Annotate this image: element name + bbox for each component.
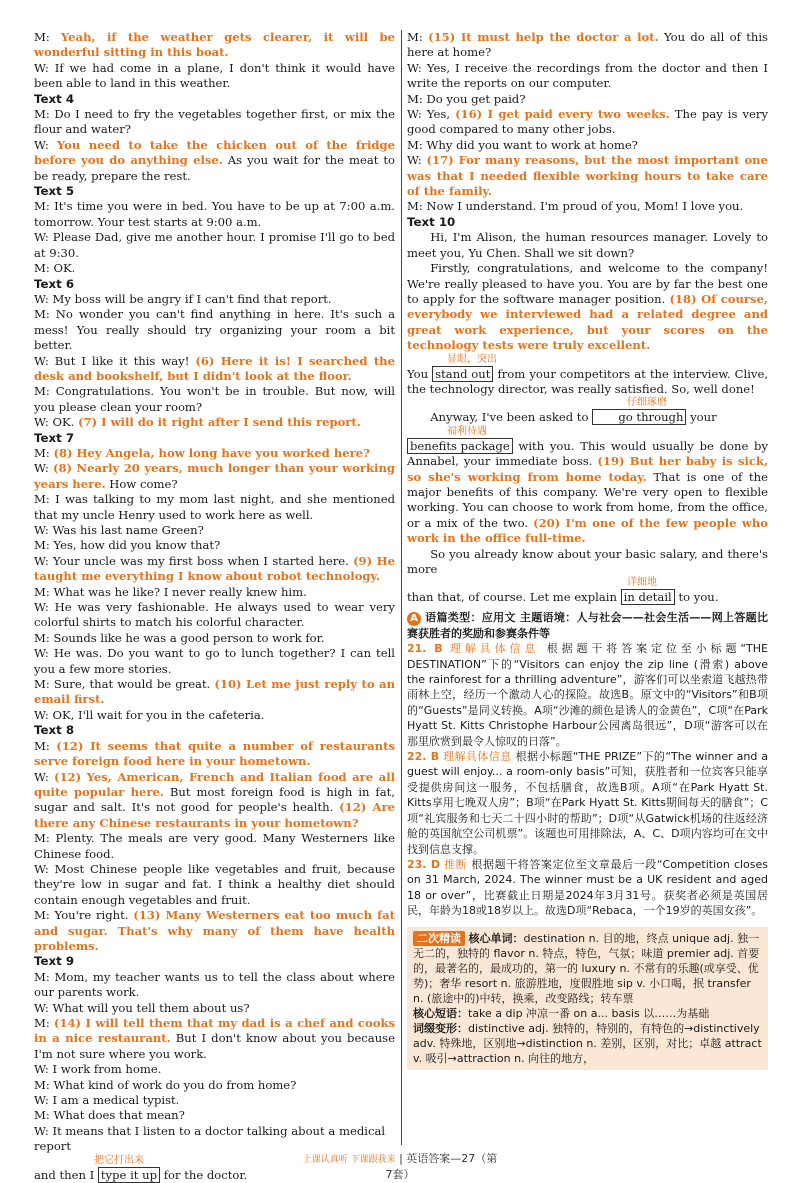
answer-text: (12) Are there any Chinese restaurants in your hometown? [34, 800, 395, 830]
dialog-text: But I don't know about you because I'm not sure where you work. [34, 1031, 395, 1061]
question-type-tag: 推断 [440, 857, 472, 871]
explanation-text: 根据小标题“THE PRIZE”下的“The winner and a guest will enjoy... a room-only basis”可知，获胜者和一位宾客只能享受提供房间这一服务，不包括膳食，故选B项。A项“在Park Hyatt St. Kitts享用七晚双人房”；B项“在Park Hyatt St. Kitts期间每天的膳食”；C项“礼宾服务和七天二十四小时的帮助”；D项“从Gatwick机场的往返经济舱的英国航空公司机票”。该题也可用排除法，A、C、D项内容均可在文中找到信息支撑。 [407, 750, 768, 856]
paragraph: So you already know about your basic salary, and there's more [407, 546, 768, 576]
dialog-text: W: But I like it this way! [34, 353, 196, 368]
dialog-text: and then I [34, 1167, 98, 1182]
text7-heading: Text 7 [34, 430, 75, 445]
dialog-line: W: I am a medical typist. [34, 1093, 180, 1108]
dialog-line: W: It means that I listen to a doctor talking about a medical report [34, 1123, 386, 1154]
paragraph-text: You [407, 366, 433, 381]
dialog-line: M: What was he like? I never really knew him. [34, 584, 307, 599]
dialog-text: W: Your uncle was my first boss when I started here. [34, 553, 354, 568]
text5-heading: Text 5 [34, 184, 75, 199]
dialog-line: M: Do you get paid? [407, 91, 526, 106]
answer-text: (12) It seems that quite a number of restaurants serve foreign food here in your hometown. [34, 738, 395, 769]
column-divider [401, 30, 402, 1145]
answer-text: (20) I'm one of the few people who work in the office full-time. [407, 515, 769, 546]
question-number: 21. B [407, 642, 443, 656]
answer-text: (13) Many Westerners eat too much fat and sugar. That's why many of them have health problems. [34, 908, 395, 953]
speaker: M: [34, 445, 54, 460]
page-footer: 上课认真听 下课跟我来 | 英语答案—27（第7套） [302, 1152, 498, 1181]
annotation-note: 显眼，突出 [447, 353, 497, 365]
annotation-note: 仔细琢磨 [627, 397, 667, 409]
explanation-text: 根据题干将答案定位至小标题“THE DESTINATION”下的“Visitors can enjoy the zip line (滑索) above the rainforest for a thrilling adventure”，游客们可以坐索道飞越热带雨林上空，经历一个激动人心的探险。故选B。原文中的“Visitors”和B项的“Guests”是同义转换。A项“沙滩的颜色是诱人的金黄色”，C项“在Park Hyatt St. Kitts Christophe Harbour公园离岛很远”，D项“游客可以在那里欣赏到最令人惊叹的日落”。 [407, 642, 768, 748]
text3-line-m [34, 30, 395, 61]
paragraph-text: your [686, 410, 717, 425]
dialog-line: M: It's time you were in bed. You have to be up at 7:00 a.m. tomorrow. Your test starts at 9:00 a.m. [34, 199, 395, 229]
speaker: W: [34, 769, 54, 784]
annotation-note: 详细地 [627, 577, 657, 589]
paragraph [407, 589, 768, 605]
paragraph-text: than that, of course. Let me explain [407, 590, 621, 605]
paragraph-text: with you. This would usually be done by Annabel, your immediate boss. [407, 438, 768, 469]
speaker: M: [34, 1016, 54, 1030]
answer-text: (8) Hey Angela, how long have you worked here? [53, 445, 370, 460]
question-type-tag: 理解具体信息 [439, 750, 516, 764]
dialog-line: W: Please Dad, give me another hour. I promise I'll go to bed at 9:30. [34, 230, 395, 260]
dialog-line [34, 554, 395, 585]
answer-explanation [407, 749, 768, 857]
boxed-phrase: type it up [98, 1167, 160, 1183]
dialog-text: M: Sure, that would be great. [34, 677, 215, 692]
dialog-text: W: OK. [34, 415, 79, 430]
paragraph-text: Anyway, I've been asked to [430, 410, 593, 425]
answer-text: (17) For many reasons, but the most important one was that I needed flexible working hours to take care of the family. [407, 153, 768, 199]
dialog-line: M: No wonder you can't find anything in here. It's such a mess! You really should try organizing your room a bit better. [34, 307, 395, 353]
boxed-phrase: stand out [432, 366, 493, 382]
answer-text: (15) It must help the doctor a lot. [428, 30, 659, 44]
answer-explanation [407, 857, 768, 919]
dialog-line: M: Mom, my teacher wants us to tell the class about where our parents work. [34, 969, 395, 1000]
phrase-heading: 核心短语： [413, 1006, 468, 1020]
answer-text: (8) Nearly 20 years, much longer than your working years here. [34, 461, 395, 491]
dialog-line: M: What does that mean? [34, 1108, 185, 1123]
paragraph [407, 261, 768, 353]
page-number: 英语答案—27（第7套） [385, 1152, 498, 1181]
wordform-heading: 词缀变形： [413, 1021, 468, 1035]
dialog-line [34, 415, 395, 430]
paragraph [407, 409, 768, 425]
dialog-line: W: OK, I'll wait for you in the cafeteria. [34, 707, 265, 722]
text4-heading: Text 4 [34, 91, 75, 106]
dialog-line [407, 30, 768, 61]
paragraph-text: to you. [674, 590, 719, 605]
answer-text: (14) I will tell them that my dad is a chef and cooks in a nice restaurant. [34, 1016, 396, 1046]
dialog-line: M: Yes, how did you know that? [34, 538, 221, 553]
answer-text: (19) But her baby is sick, so she's working from home today. [407, 454, 768, 484]
left-column [34, 30, 395, 1183]
phrase-text: take a dip 冲凉一番 on a... basis 以……为基础 [468, 1006, 710, 1020]
answer-text: (9) He taught me everything I know about robot technology. [34, 553, 395, 584]
dialog-line [34, 354, 395, 385]
dialog-line: M: OK. [34, 261, 76, 276]
dialog-line: W: Yes, I receive the recordings from the doctor and then I write the reports on our computer. [407, 60, 768, 91]
vocab-text: destination n. 目的地，终点 unique adj. 独一无二的，独特的 flavor n. 特点，特色，气氛；味道 premier adj. 首要的，最著名的，最成功的，第一的 luxury n. 不常有的乐趣(或享受、优势)；奢华 resort n. 旅游胜地，度假胜地 sip v. 小口喝，抿 transfer n. (旅途中的)中转，换乘，改变路线；转车票 [413, 931, 760, 1005]
answer-text: Yeah, if the weather gets clearer, it will be wonderful sitting in this boat. [34, 30, 395, 60]
speaker: M: [34, 738, 57, 753]
dialog-line: W: I work from home. [34, 1062, 162, 1077]
section-a-header [407, 610, 768, 641]
dialog-line [34, 446, 395, 461]
speaker: W: [34, 137, 57, 152]
vocab-review-box [407, 927, 768, 1070]
paragraph-text: Firstly, congratulations, and welcome to the company! We're really pleased to have you. You are by far the best one to apply for the software manager position. [407, 261, 768, 306]
paragraph [407, 366, 768, 398]
annotation-note: 福利待遇 [447, 425, 487, 437]
answer-explanation [407, 641, 768, 749]
dialog-line: M: Sounds like he was a good person to work for. [34, 630, 325, 645]
section-header-text: 语篇类型：应用文 主题语境：人与社会——社会生活——网上答题比赛获胜者的奖励和参赛条件等 [407, 610, 768, 640]
dialog-line [407, 107, 768, 138]
dialog-text: But most foreign food is high in fat, sugar and salt. It's not good for people's health. [34, 784, 395, 815]
review-badge: 二次精读 [413, 931, 465, 946]
dialog-line: M: Why did you want to work at home? [407, 137, 638, 152]
paragraph-text: That is one of the major benefits of this company. We're very open to flexible working. You can choose to work from home, from the office, or a mix of the two. [407, 469, 768, 530]
dialog-line: M: Plenty. The meals are very good. Many Westerners like Chinese food. [34, 831, 395, 861]
dialog-line [34, 138, 395, 184]
right-column [407, 30, 768, 1070]
dialog-text: How come? [105, 476, 178, 491]
dialog-line [34, 461, 395, 492]
dialog-line: M: Do I need to fry the vegetables together first, or mix the flour and water? [34, 107, 395, 137]
annotation-note: 把它打出来 [94, 1154, 144, 1166]
dialog-line: M: I was talking to my mom last night, and she mentioned that my uncle Henry used to work here as well. [34, 492, 395, 522]
text9-heading: Text 9 [34, 954, 75, 969]
speaker: W: [407, 153, 427, 168]
dialog-line [34, 908, 395, 954]
question-number: 22. B [407, 750, 440, 764]
question-number: 23. D [407, 857, 441, 871]
speaker: W: Yes, [407, 107, 456, 122]
answer-text: (16) I get paid every two weeks. [455, 107, 670, 122]
dialog-text: You do all of this here at home? [407, 30, 768, 60]
boxed-phrase: in detail [621, 589, 675, 605]
dialog-line [407, 153, 768, 199]
dialog-text: for the doctor. [160, 1167, 248, 1182]
answer-text: (6) Here it is! I searched the desk and bookshelf, but I didn't look at the floor. [34, 353, 395, 383]
dialog-line: M: What kind of work do you do from home? [34, 1077, 297, 1092]
explanation-text: 根据题干将答案定位至文章最后一段“Competition closes on 31 March, 2024. The winner must be a UK resident and aged 18 or over”，比赛截止日期是2024年3月31号。获奖者必须是英国居民，年龄为18或18岁以上。故选D项“Rebaca，一个19岁的英国女孩”。 [407, 857, 769, 918]
question-type-tag: 理解具体信息 [442, 642, 547, 656]
boxed-phrase: benefits package [407, 438, 513, 454]
dialog-line: W: Was his last name Green? [34, 523, 204, 537]
speaker: W: [34, 461, 53, 476]
answer-text: (12) Yes, American, French and Italian food are all quite popular here. [34, 769, 396, 799]
dialog-line: W: He was. Do you want to go to lunch together? I can tell you a few more stories. [34, 646, 395, 676]
dialog-line: W: What will you tell them about us? [34, 1000, 250, 1015]
answer-text: (18) Of course, everybody we interviewed had a related degree and great work experience, but your scores on the technology tests were truly excellent. [407, 291, 768, 353]
dialog-text: As you wait for the meat to be ready, prepare the rest. [34, 153, 395, 183]
speaker: M: [34, 30, 61, 44]
text8-heading: Text 8 [34, 723, 75, 738]
text10-heading: Text 10 [407, 214, 456, 229]
answer-text: You need to take the chicken out of the fridge before you do anything else. [34, 137, 396, 168]
dialog-text: M: You're right. [34, 908, 134, 923]
wordform-text: distinctive adj. 独特的，特别的，有特色的→distinctively adv. 特殊地，区别地→distinction n. 差别，区别，对比；卓越 attract v. 吸引→attraction n. 向往的地方， [413, 1021, 762, 1065]
answer-text: (10) Let me just reply to an email first. [34, 677, 396, 707]
speaker: M: [407, 30, 429, 44]
dialog-line: W: Most Chinese people like vegetables and fruit, because they're low in sugar and fat. I think a healthy diet should contain enough vegetables and fruit. [34, 861, 395, 907]
vocab-heading: 核心单词： [468, 931, 524, 945]
dialog-line: M: Congratulations. You won't be in trouble. But now, will you please clean your room? [34, 384, 395, 414]
dialog-text: The pay is very good compared to many other jobs. [407, 107, 769, 137]
text6-heading: Text 6 [34, 276, 75, 291]
paragraph-text: from your competitors at the interview. Clive, the technology director, was really satisfied. So, well done! [407, 366, 769, 396]
dialog-line: W: My boss will be angry if I can't find that report. [34, 291, 332, 306]
boxed-phrase: go through [592, 409, 686, 425]
dialog-line [34, 770, 395, 832]
paragraph [407, 438, 768, 547]
dialog-line [34, 1016, 395, 1062]
dialog-line [34, 739, 395, 770]
footer-logo: 上课认真听 下课跟我来 [302, 1155, 396, 1165]
paragraph: Hi, I'm Alison, the human resources manager. Lovely to meet you, Yu Chen. Shall we sit down? [407, 230, 768, 260]
dialog-line: M: Now I understand. I'm proud of you, Mom! I love you. [407, 199, 744, 214]
section-letter-icon: A [407, 612, 421, 626]
dialog-line: W: He was very fashionable. He always used to wear very colorful shirts to match his colorful character. [34, 600, 395, 630]
answer-text: (7) I will do it right after I send this report. [78, 415, 361, 430]
dialog-line [34, 677, 395, 708]
text3-line-w: W: If we had come in a plane, I don't think it would have been able to land in this weather. [34, 60, 395, 91]
